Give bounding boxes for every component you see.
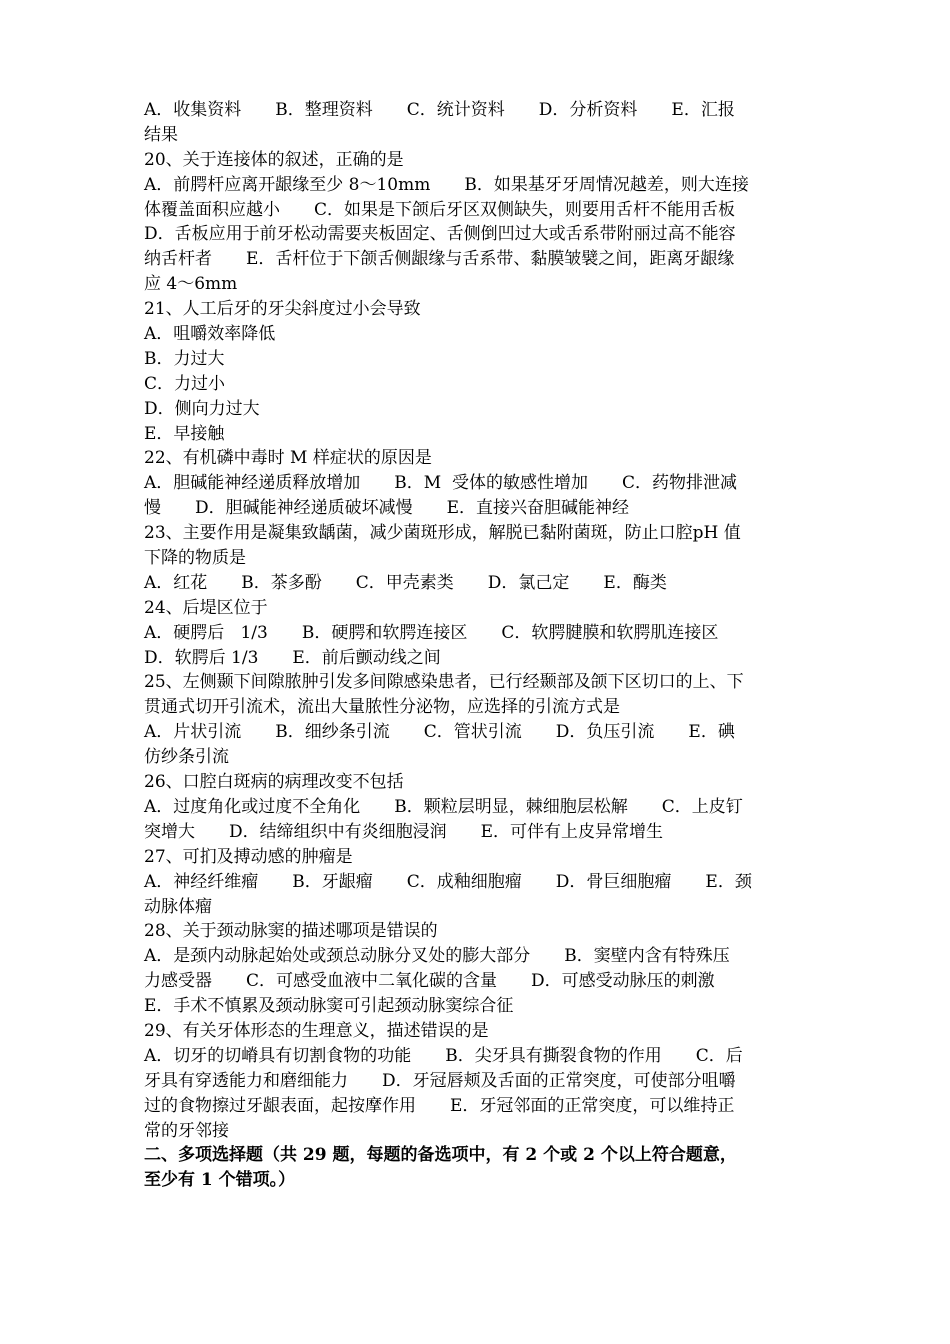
text-line: 结果 [144, 124, 178, 145]
question-28-stem: 28、关于颈动脉窦的描述哪项是错误的 [144, 921, 438, 942]
text-line: 突增大 D．结缔组织中有炎细胞浸润 E．可伴有上皮异常增生 [144, 821, 664, 842]
option-a: A．咀嚼效率降低 [144, 324, 276, 345]
text-line: 体覆盖面积应越小 C．如果是下颌后牙区双侧缺失，则要用舌杆不能用舌板 [144, 199, 736, 220]
question-20-stem: 20、关于连接体的叙述，正确的是 [144, 149, 404, 170]
text-line: A．收集资料 B．整理资料 C．统计资料 D．分析资料 E．汇报 [144, 100, 735, 120]
text-line: 动脉体瘤 [144, 896, 212, 917]
text-line: A．切牙的切嵴具有切割食物的功能 B．尖牙具有撕裂食物的作用 C．后 [144, 1045, 743, 1066]
text-line: 力感受器 C．可感受血液中二氧化碳的含量 D．可感受动脉压的刺激 [144, 971, 715, 992]
option-e: E．早接触 [144, 423, 225, 444]
question-29-stem: 29、有关牙体形态的生理意义，描述错误的是 [144, 1020, 489, 1041]
text-line: A．硬腭后 1/3 B．硬腭和软腭连接区 C．软腭腱膜和软腭肌连接区 [144, 622, 719, 643]
question-23-stem: 23、主要作用是凝集致龋菌，减少菌斑形成，解脱已黏附菌斑，防止口腔pH 值 [144, 523, 741, 544]
text-line: A．前腭杆应离开龈缘至少 8～10mm B．如果基牙牙周情况越差，则大连接 [144, 174, 749, 195]
text-line: 仿纱条引流 [144, 747, 229, 768]
text-line: A．神经纤维瘤 B．牙龈瘤 C．成釉细胞瘤 D．骨巨细胞瘤 E．颈 [144, 871, 752, 892]
section-heading-continued: 至少有 1 个错项。） [144, 1170, 296, 1191]
text-line: A．胆碱能神经递质释放增加 B．M 受体的敏感性增加 C．药物排泄减 [144, 473, 737, 494]
question-25-stem: 25、左侧颞下间隙脓肿引发多间隙感染患者，已行经颞部及颌下区切口的上、下 [144, 672, 744, 693]
text-line: 下降的物质是 [144, 548, 246, 569]
option-c: C．力过小 [144, 373, 226, 394]
section-heading: 二、多项选择题（共 29 题，每题的备选项中，有 2 个或 2 个以上符合题意， [144, 1145, 737, 1166]
text-line: 纳舌杆者 E．舌杆位于下颌舌侧龈缘与舌系带、黏膜皱襞之间，距离牙龈缘 [144, 249, 735, 270]
text-line: E．手术不慎累及颈动脉窦可引起颈动脉窦综合征 [144, 996, 514, 1017]
question-24-stem: 24、后堤区位于 [144, 597, 268, 618]
text-line: 牙具有穿透能力和磨细能力 D．牙冠唇颊及舌面的正常突度，可使部分咀嚼 [144, 1070, 736, 1091]
text-line: A．是颈内动脉起始处或颈总动脉分叉处的膨大部分 B．窦壁内含有特殊压 [144, 946, 730, 967]
text-line: D．舌板应用于前牙松动需要夹板固定、舌侧倒凹过大或舌系带附丽过高不能容 [144, 224, 736, 245]
question-26-stem: 26、口腔白斑病的病理改变不包括 [144, 772, 404, 793]
text-line: 应 4～6mm [144, 274, 238, 295]
question-22-stem: 22、有机磷中毒时 M 样症状的原因是 [144, 448, 432, 469]
text-line: 过的食物擦过牙龈表面，起按摩作用 E．牙冠邻面的正常突度，可以维持正 [144, 1095, 735, 1116]
text-line: A．片状引流 B．细纱条引流 C．管状引流 D．负压引流 E．碘 [144, 722, 735, 743]
text-line: 慢 D．胆碱能神经递质破坏减慢 E．直接兴奋胆碱能神经 [144, 498, 630, 519]
text-line: A．红花 B．茶多酚 C．甲壳素类 D．氯己定 E．酶类 [144, 572, 667, 593]
option-d: D．侧向力过大 [144, 398, 260, 419]
document-page [144, 98, 808, 1193]
text-line: A．过度角化或过度不全角化 B．颗粒层明显，棘细胞层松解 C．上皮钉 [144, 796, 743, 817]
text-line: 贯通式切开引流术，流出大量脓性分泌物，应选择的引流方式是 [144, 697, 620, 718]
question-21-stem: 21、人工后牙的牙尖斜度过小会导致 [144, 299, 421, 320]
question-27-stem: 27、可扪及搏动感的肿瘤是 [144, 846, 353, 867]
text-line: D．软腭后 1/3 E．前后颤动线之间 [144, 647, 441, 668]
text-line: 常的牙邻接 [144, 1120, 229, 1141]
option-b: B．力过大 [144, 348, 225, 369]
